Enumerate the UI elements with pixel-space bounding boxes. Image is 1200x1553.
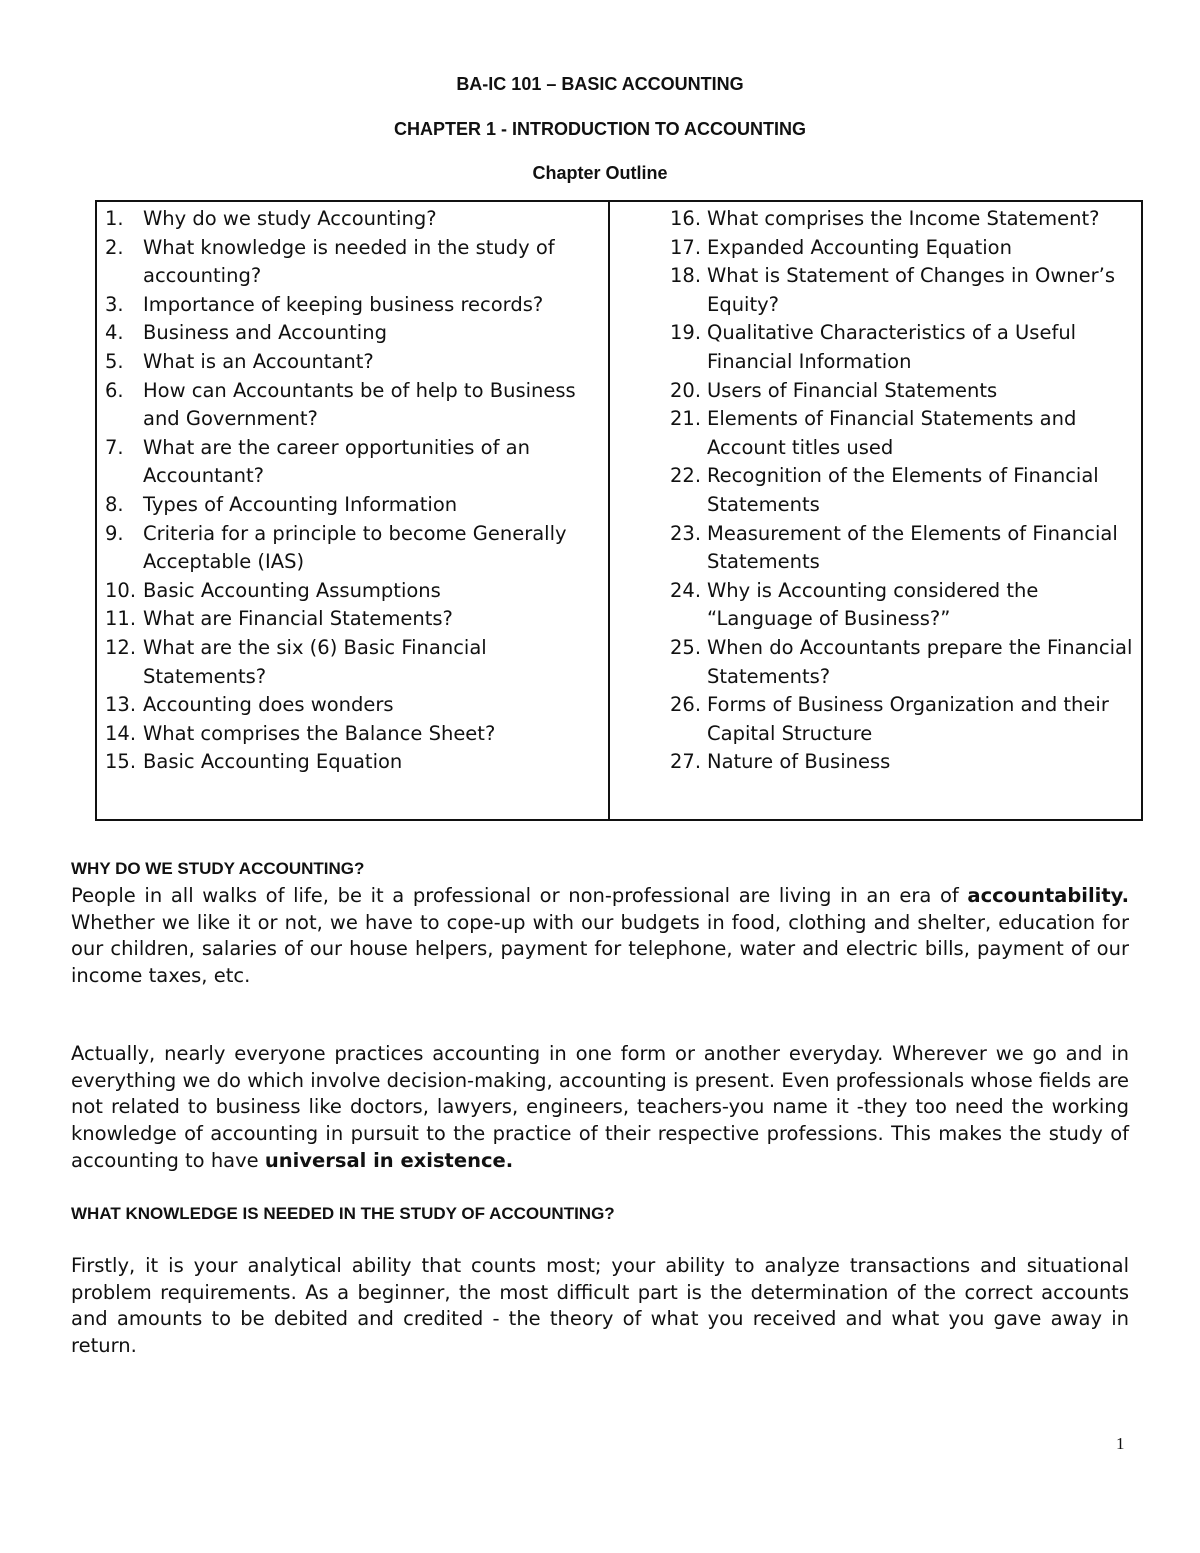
outline-item-number: 3. — [105, 292, 124, 316]
outline-item-text: Basic Accounting Assumptions — [143, 578, 441, 602]
page-number: 1 — [1116, 1434, 1125, 1453]
emphasis-text: universal in existence. — [264, 1148, 514, 1172]
chapter-outline-table — [95, 200, 1143, 821]
outline-item-number: 8. — [105, 492, 124, 516]
outline-title: Chapter Outline — [532, 163, 668, 183]
outline-item — [105, 634, 608, 691]
outline-item-text: When do Accountants prepare the Financial Statements? — [707, 635, 1133, 688]
outline-item-number: 5. — [105, 349, 124, 373]
outline-item-text: What are Financial Statements? — [143, 607, 453, 631]
outline-item — [670, 577, 1137, 634]
outline-item-number: 22. — [670, 464, 702, 488]
outline-item — [670, 634, 1137, 691]
outline-item-number: 13. — [105, 693, 137, 717]
outline-left-list — [105, 205, 608, 777]
outline-item-text: How can Accountants be of help to Business and Government? — [143, 378, 576, 431]
outline-item — [670, 748, 1137, 777]
outline-item-text: Qualitative Characteristics of a Useful Financial Information — [707, 321, 1077, 373]
outline-item-text: Measurement of the Elements of Financial Statements — [707, 521, 1118, 574]
outline-item-text: Users of Financial Statements — [707, 378, 998, 402]
outline-item — [105, 291, 608, 320]
paragraph-text: Whether we like it or not, we have to cope-up with our budgets in food, clothing and shelter, education for our children, salaries of our house helpers, payment for telephone, water and electric bills, payment of our income taxes, etc. — [71, 910, 1129, 988]
outline-item-number: 23. — [670, 521, 702, 545]
emphasis-text: accountability. — [967, 884, 1129, 907]
outline-item-number: 19. — [670, 321, 702, 345]
paragraph-analytical-ability: Firstly, it is your analytical ability that counts most; your ability to analyze transactions and situational problem requirements. As a beginner, the most difficult part is the determination of the correct accounts and amounts to be debited and credited - the theory of what you received and what you gave away in return. — [71, 1254, 1129, 1358]
outline-item-text: What comprises the Balance Sheet? — [143, 721, 496, 745]
outline-item — [670, 462, 1137, 519]
outline-item — [670, 262, 1137, 319]
outline-item-number: 20. — [670, 378, 702, 402]
paragraph-text: People in all walks of life, be it a professional or non-professional are living in an era of — [71, 884, 968, 907]
outline-item-number: 14. — [105, 721, 137, 745]
outline-item-text: What is an Accountant? — [143, 349, 374, 373]
outline-item-text: What comprises the Income Statement? — [707, 207, 1100, 230]
paragraph-text: Actually, nearly everyone practices accounting in one form or another everyday. Wherever we go and in everything we do which involve decision-making, accounting is present. Even professionals whose fields are not related to business like doctors, lawyers, engineers, teachers-you name it -they too need the working knowledge of accounting in pursuit to the practice of their respective professions. This makes the study of accounting to have — [71, 1042, 1129, 1172]
course-title: BA-IC 101 – BASIC ACCOUNTING — [456, 74, 744, 94]
paragraph-accountability — [71, 883, 1129, 990]
outline-item-number: 25. — [670, 635, 702, 659]
outline-item-text: Criteria for a principle to become Generally Acceptable (IAS) — [143, 521, 567, 574]
outline-item-text: Business and Accounting — [143, 321, 387, 345]
outline-item-text: Recognition of the Elements of Financial Statements — [707, 464, 1099, 516]
outline-item-text: Importance of keeping business records? — [143, 292, 544, 316]
outline-item — [670, 691, 1137, 748]
outline-item-number: 15. — [105, 750, 137, 774]
outline-item — [105, 520, 608, 577]
outline-item — [670, 205, 1137, 234]
outline-item — [670, 319, 1137, 376]
outline-item — [105, 377, 608, 434]
outline-item-text: Why do we study Accounting? — [143, 207, 437, 230]
outline-item — [105, 491, 608, 520]
outline-item-number: 10. — [105, 578, 137, 602]
outline-item — [670, 405, 1137, 462]
chapter-title: CHAPTER 1 - INTRODUCTION TO ACCOUNTING — [394, 119, 806, 139]
outline-item-number: 27. — [670, 750, 702, 774]
outline-item — [105, 748, 608, 777]
outline-item — [105, 434, 608, 491]
outline-item — [105, 348, 608, 377]
outline-item-text: What are the career opportunities of an Accountant? — [143, 435, 530, 488]
outline-item-number: 21. — [670, 407, 702, 431]
section-heading-knowledge-needed: WHAT KNOWLEDGE IS NEEDED IN THE STUDY OF ACCOUNTING? — [71, 1204, 615, 1223]
outline-item-text: What knowledge is needed in the study of accounting? — [143, 235, 555, 288]
outline-item — [670, 377, 1137, 406]
outline-item — [670, 520, 1137, 577]
outline-item-number: 2. — [105, 235, 124, 259]
outline-item-number: 17. — [670, 235, 702, 259]
outline-item-number: 24. — [670, 578, 702, 602]
outline-item-number: 4. — [105, 321, 124, 345]
outline-left-column — [97, 202, 610, 819]
outline-item-number: 9. — [105, 521, 124, 545]
paragraph-everyone-practices — [71, 1041, 1129, 1175]
outline-item-number: 7. — [105, 435, 124, 459]
outline-item-text: What are the six (6) Basic Financial Statements? — [143, 635, 487, 688]
outline-item — [105, 691, 608, 720]
outline-item-number: 12. — [105, 635, 137, 659]
outline-item — [105, 577, 608, 606]
section-heading-why-study: WHY DO WE STUDY ACCOUNTING? — [71, 859, 365, 878]
outline-item — [105, 205, 608, 234]
outline-item-text: Forms of Business Organization and their Capital Structure — [707, 693, 1109, 745]
outline-item-number: 26. — [670, 693, 702, 717]
outline-item-number: 16. — [670, 207, 702, 230]
outline-item-number: 11. — [105, 607, 137, 631]
outline-item-text: Types of Accounting Information — [143, 492, 458, 516]
outline-item-text: Why is Accounting considered the “Language of Business?” — [707, 578, 1039, 631]
outline-item — [105, 319, 608, 348]
outline-item — [105, 605, 608, 634]
outline-item-text: Expanded Accounting Equation — [707, 235, 1012, 259]
outline-item-number: 18. — [670, 264, 702, 288]
outline-item — [105, 720, 608, 749]
outline-item-text: Elements of Financial Statements and Account titles used — [707, 407, 1077, 459]
outline-item — [670, 234, 1137, 263]
outline-item-text: Basic Accounting Equation — [143, 750, 403, 774]
outline-item-text: Accounting does wonders — [143, 693, 394, 717]
outline-item-text: Nature of Business — [707, 750, 891, 774]
outline-item-number: 6. — [105, 378, 124, 402]
outline-right-list — [670, 205, 1137, 777]
outline-item — [105, 234, 608, 291]
outline-right-column — [610, 202, 1141, 819]
outline-item-text: What is Statement of Changes in Owner’s Equity? — [707, 264, 1116, 316]
outline-item-number: 1. — [105, 207, 124, 230]
